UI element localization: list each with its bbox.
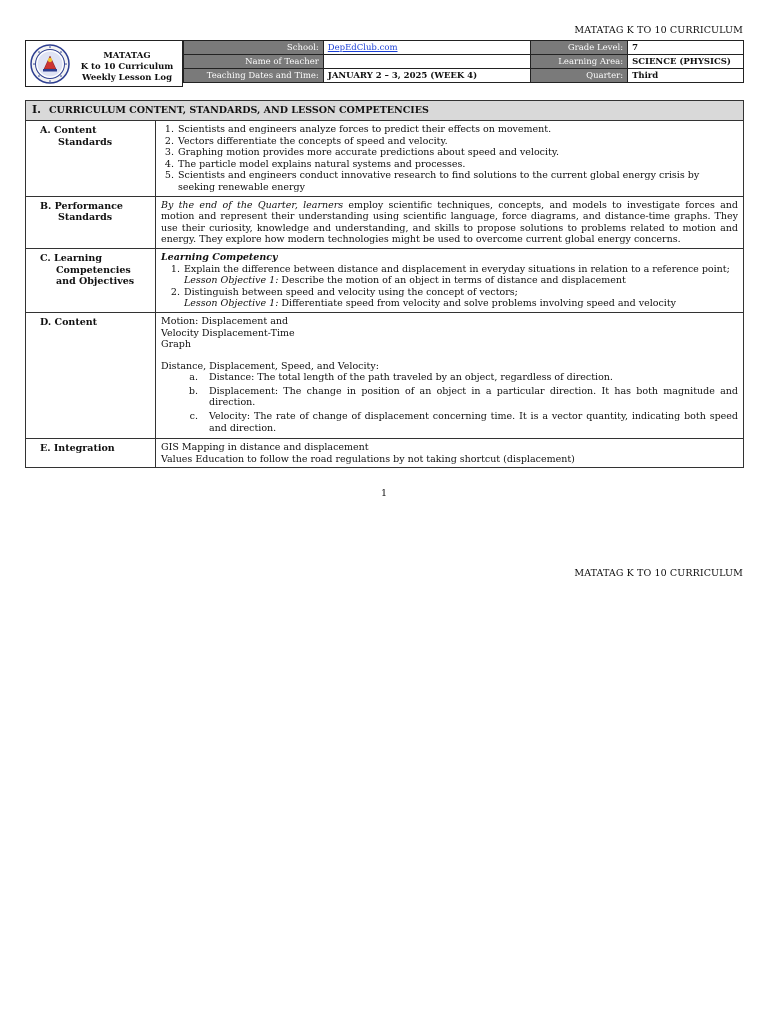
list-item: 4. The particle model explains natural systems and processes. — [177, 159, 738, 171]
content-subheading: Distance, Displacement, Speed, and Velocity: — [161, 360, 379, 372]
school-link[interactable]: DepEdClub.com — [327, 42, 398, 53]
row-label-line: B. Performance — [40, 200, 123, 212]
competency-text: Explain the difference between distance and displacement in everyday situations in relation to a reference point; — [184, 263, 730, 275]
content-line: Velocity Displacement-Time — [161, 327, 295, 339]
objective-text: Differentiate speed from velocity and solve problems involving speed and velocity — [278, 298, 677, 310]
section-title: CURRICULUM CONTENT, STANDARDS, AND LESSON COMPETENCIES — [48, 105, 429, 116]
teacher-label: Name of Teacher — [184, 55, 324, 69]
competencies-row — [26, 248, 744, 312]
content-cell — [156, 312, 744, 438]
competency-text: Distinguish between speed and velocity using the concept of vectors; — [184, 286, 518, 298]
competency-heading: Learning Competency — [161, 251, 278, 263]
performance-standards-cell — [156, 196, 744, 248]
header-info-grid — [183, 40, 744, 83]
curriculum-page-label: MATATAG K TO 10 CURRICULUM — [574, 568, 743, 579]
content-standards-row — [26, 121, 744, 197]
row-label-line: and Objectives — [56, 276, 135, 288]
row-label — [26, 121, 156, 197]
row-label-line: Competencies — [56, 264, 131, 276]
row-label — [26, 248, 156, 312]
spacer — [161, 351, 738, 361]
log-title-line: K to 10 Curriculum — [80, 62, 174, 72]
teacher-value — [323, 55, 531, 69]
lesson-log-header — [25, 40, 744, 88]
grade-value: 7 — [628, 41, 744, 55]
list-item: 5. Scientists and engineers conduct innovative research to find solutions to the current global energy crisis by seeking renewable energy — [177, 170, 738, 193]
performance-lead: By the end of the Quarter, learners — [161, 199, 344, 211]
list-item: 3. Graphing motion provides more accurate predictions about speed and velocity. — [177, 147, 738, 159]
log-title — [72, 51, 182, 84]
log-title-line: MATATAG — [103, 51, 151, 61]
list-item: 1. Scientists and engineers analyze forces to predict their effects on movement. — [177, 124, 738, 136]
log-title-line: Weekly Lesson Log — [81, 73, 173, 83]
dates-value: JANUARY 2 – 3, 2025 (WEEK 4) — [323, 69, 531, 83]
objective-text: Describe the motion of an object in terms of distance and displacement — [278, 275, 626, 287]
objective-label: Lesson Objective 1: — [184, 298, 279, 310]
competencies-cell — [156, 248, 744, 312]
dates-label: Teaching Dates and Time: — [184, 69, 324, 83]
logo-cell — [25, 40, 183, 87]
row-label-line: A. Content — [40, 125, 97, 136]
list-item: 2. Vectors differentiate the concepts of speed and velocity. — [177, 136, 738, 148]
integration-line: Values Education to follow the road regulations by not taking shortcut (displacement) — [161, 453, 575, 465]
row-label: E. Integration — [26, 439, 156, 468]
competency-item — [183, 287, 738, 310]
competency-list — [161, 264, 738, 310]
section-heading — [26, 101, 744, 121]
quarter-value: Third — [628, 69, 744, 83]
objective-label: Lesson Objective 1: — [184, 275, 279, 287]
content-row — [26, 312, 744, 438]
integration-cell — [156, 439, 744, 468]
competency-item — [183, 264, 738, 287]
content-standards-list — [161, 124, 738, 194]
section-number: I. — [32, 103, 41, 116]
quarter-label: Quarter: — [531, 69, 628, 83]
area-value: SCIENCE (PHYSICS) — [628, 55, 744, 69]
row-label — [26, 196, 156, 248]
performance-standards-row — [26, 196, 744, 248]
definition-item: b. Displacement: The change in position of an object in a particular direction. It has both magnitude and direction. — [201, 386, 738, 409]
content-line: Graph — [161, 339, 191, 351]
page-number: 1 — [380, 488, 388, 499]
row-label: D. Content — [26, 312, 156, 438]
school-value — [323, 41, 531, 55]
deped-seal-icon — [30, 44, 70, 84]
definition-item: c. Velocity: The rate of change of displacement concerning time. It is a vector quantity, indicating both speed and direction. — [201, 411, 738, 434]
curriculum-table — [25, 100, 744, 468]
integration-line: GIS Mapping in distance and displacement — [161, 442, 369, 454]
row-label-line: Standards — [58, 136, 113, 148]
content-standards-cell — [156, 121, 744, 197]
definitions-list — [161, 372, 738, 434]
area-label: Learning Area: — [531, 55, 628, 69]
row-label-line: C. Learning — [40, 252, 102, 264]
grade-label: Grade Level: — [531, 41, 628, 55]
definition-item: a. Distance: The total length of the path traveled by an object, regardless of direction. — [201, 372, 738, 384]
integration-row — [26, 439, 744, 468]
curriculum-page-label: MATATAG K TO 10 CURRICULUM — [574, 25, 743, 36]
content-line: Motion: Displacement and — [161, 315, 289, 327]
performance-text: employ scientific techniques, concepts, and models to investigate forces and motion and represent their understanding using scientific language, force diagrams, and distance-time graphs. They use their curiosity, knowledge and understanding, and skills to propose solutions to problems related to motion and energy. They explore how modern technologies might be used to overcome current global energy concerns. — [161, 199, 738, 246]
row-label-line: Standards — [58, 212, 113, 224]
school-label: School: — [184, 41, 324, 55]
